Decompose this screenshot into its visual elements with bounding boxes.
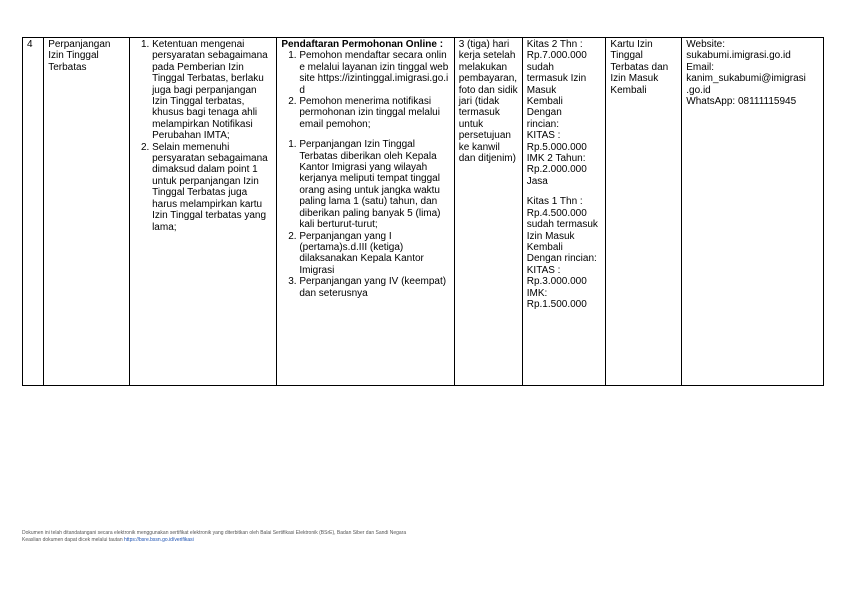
cost-line: Rp.3.000.000 bbox=[526, 276, 587, 288]
requirements-cell bbox=[130, 38, 277, 386]
procedure-heading: Pendaftaran Permohonan Online : bbox=[281, 39, 444, 50]
cost-line: Kembali bbox=[526, 241, 563, 253]
cost-line: Rp.5.000.000 bbox=[526, 141, 587, 153]
cost-line: sudah termasuk bbox=[526, 219, 598, 231]
extension-step: 3. Perpanjangan yang IV (keempat) dan seterusnya bbox=[299, 276, 449, 299]
extension-step: 2. Perpanjangan yang I (pertama)s.d.III (ketiga) dilaksanakan Kepala Kantor Imigrasi bbox=[299, 231, 449, 277]
cost-line: Rp.1.500.000 bbox=[526, 298, 587, 310]
table-row bbox=[23, 38, 824, 386]
cost-group-2-year bbox=[527, 39, 602, 187]
service-name: Perpanjangan Izin Tinggal Terbatas bbox=[44, 38, 130, 386]
cost-line: Kitas 2 Thn : bbox=[526, 39, 583, 50]
cost-line: Dengan rincian: bbox=[526, 253, 597, 265]
procedure-cell bbox=[277, 38, 454, 386]
cost-line: termasuk Izin bbox=[526, 73, 587, 85]
requirement-item: 1. Ketentuan mengenai persyaratan sebagaimana pada Pemberian Izin Tinggal Terbatas, berlaku juga bagi perpanjangan Izin Tinggal terbatas, khusus bagi tenaga ahli melampirkan Notifikasi Perubahan IMTA; bbox=[152, 39, 272, 142]
cost-line: IMK: bbox=[526, 287, 548, 299]
cost-line: Masuk bbox=[526, 84, 557, 96]
cost-line: sudah bbox=[526, 61, 554, 73]
duration-cell: 3 (tiga) hari kerja setelah melakukan pembayaran, foto dan sidik jari (tidak termasuk untuk persetujuan ke kanwil dan ditjenim) bbox=[454, 38, 522, 386]
cost-line: rincian: bbox=[526, 118, 559, 130]
online-step: 1. Pemohon mendaftar secara online melalui layanan izin tinggal website https://izintinggal.imigrasi.go.id bbox=[299, 50, 449, 96]
contact-line: Website: bbox=[686, 39, 725, 50]
extension-step: 1. Perpanjangan Izin Tinggal Terbatas diberikan oleh Kepala Kantor Imigrasi yang wilayah kerjanya meliputi tempat tinggal orang asing untuk jangka waktu paling lama 1 (satu) tahun, dan diberikan paling banyak 5 (lima) kali berturut-turut; bbox=[299, 139, 449, 230]
footer-line: Keaslian dokumen dapat dicek melalui tautan https://bsre.bssn.go.id/verifikasi bbox=[22, 537, 194, 543]
row-number: 4 bbox=[23, 38, 44, 386]
cost-line: Kitas 1 Thn : bbox=[526, 196, 583, 208]
e-signature-footer bbox=[22, 530, 406, 544]
footer-line: Dokumen ini telah ditandatangani secara elektronik menggunakan sertifikat elektronik yang diterbitkan oleh Balai Sertifikasi Elektronik (BSrE), Badan Siber dan Sandi Negara bbox=[22, 530, 407, 536]
cost-cell bbox=[522, 38, 606, 386]
service-table bbox=[22, 37, 824, 386]
cost-line: KITAS : bbox=[526, 264, 561, 276]
cost-line: Rp.2.000.000 bbox=[526, 164, 587, 176]
cost-line: Jasa bbox=[526, 175, 548, 187]
verification-link[interactable]: https://bsre.bssn.go.id/verifikasi bbox=[124, 537, 194, 543]
contact-line: .go.id bbox=[686, 84, 711, 96]
contact-line: kanim_sukabumi@imigrasi bbox=[686, 73, 806, 85]
cost-line: Dengan bbox=[526, 107, 562, 119]
contact-line: sukabumi.imigrasi.go.id bbox=[686, 50, 791, 62]
cost-line: IMK 2 Tahun: bbox=[526, 153, 586, 165]
product-cell: Kartu Izin Tinggal Terbatas dan Izin Masuk Kembali bbox=[606, 38, 682, 386]
contact-line: WhatsApp: 08111115945 bbox=[686, 96, 797, 108]
cost-line: KITAS : bbox=[526, 130, 561, 142]
requirement-item: 2. Selain memenuhi persyaratan sebagaimana dimaksud dalam point 1 untuk perpanjangan Izin Tinggal Terbatas juga harus melampirkan kartu Izin Tinggal terbatas yang lama; bbox=[152, 142, 272, 233]
contact-line: Email: bbox=[686, 61, 715, 73]
cost-group-1-year bbox=[527, 196, 602, 310]
cost-line: Izin Masuk bbox=[526, 230, 575, 242]
cost-line: Rp.4.500.000 bbox=[526, 207, 587, 219]
contact-cell bbox=[682, 38, 824, 386]
cost-line: Kembali bbox=[526, 96, 563, 108]
cost-line: Rp.7.000.000 bbox=[526, 50, 587, 62]
online-step: 2. Pemohon menerima notifikasi permohonan izin tinggal melalui email pemohon; bbox=[299, 96, 449, 130]
